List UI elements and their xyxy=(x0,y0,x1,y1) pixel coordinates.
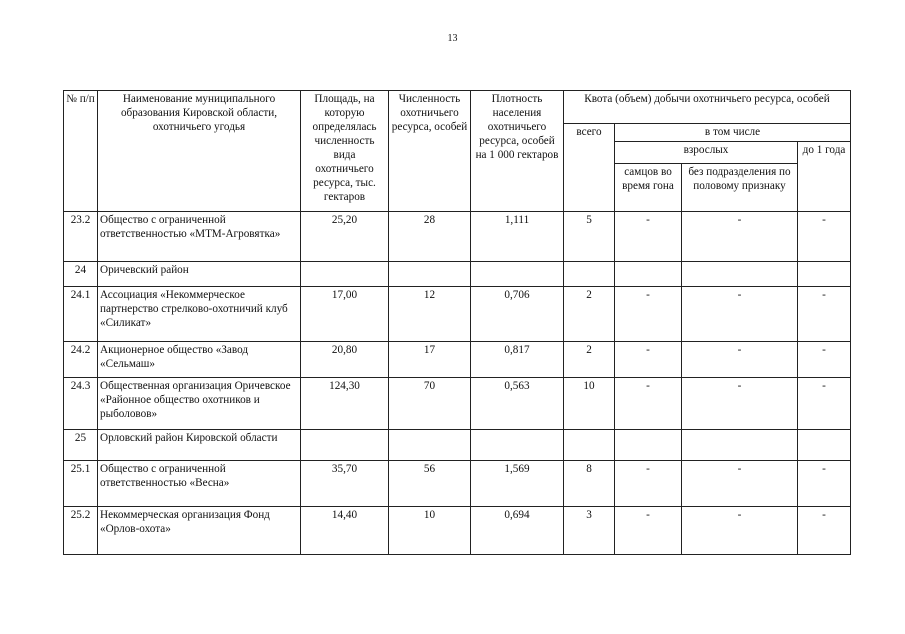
table-row xyxy=(64,262,851,287)
row-males xyxy=(615,262,682,287)
table-header xyxy=(64,91,851,212)
row-area: 20,80 xyxy=(301,342,389,378)
row-nosex: - xyxy=(682,461,798,507)
row-num: 24.2 xyxy=(64,342,98,378)
row-name: Орловский район Кировской области xyxy=(98,430,301,461)
row-count: 70 xyxy=(389,378,471,430)
header-including: в том числе xyxy=(615,124,851,142)
row-total: 2 xyxy=(564,287,615,342)
row-area: 35,70 xyxy=(301,461,389,507)
row-name: Ассоциация «Некоммерческое партнерство стрелково-охотничий клуб «Силикат» xyxy=(98,287,301,342)
table-row xyxy=(64,342,851,378)
row-total: 2 xyxy=(564,342,615,378)
row-young: - xyxy=(798,378,851,430)
table-row xyxy=(64,461,851,507)
row-name: Общественная организация Оричевское «Районное общество охотников и рыболовов» xyxy=(98,378,301,430)
row-area: 14,40 xyxy=(301,507,389,555)
row-nosex: - xyxy=(682,287,798,342)
row-count: 17 xyxy=(389,342,471,378)
row-nosex xyxy=(682,262,798,287)
row-total xyxy=(564,262,615,287)
row-males: - xyxy=(615,507,682,555)
row-density: 0,563 xyxy=(471,378,564,430)
row-young: - xyxy=(798,287,851,342)
header-under-one: до 1 года xyxy=(798,142,851,212)
row-count: 10 xyxy=(389,507,471,555)
row-count: 12 xyxy=(389,287,471,342)
table-row xyxy=(64,212,851,262)
row-total xyxy=(564,430,615,461)
row-nosex: - xyxy=(682,378,798,430)
row-density xyxy=(471,430,564,461)
table-row xyxy=(64,378,851,430)
row-total: 5 xyxy=(564,212,615,262)
table-row xyxy=(64,287,851,342)
row-nosex: - xyxy=(682,507,798,555)
header-count: Численность охотничьего ресурса, особей xyxy=(389,91,471,212)
quota-table xyxy=(63,90,851,555)
row-density: 1,569 xyxy=(471,461,564,507)
row-density: 0,694 xyxy=(471,507,564,555)
row-num: 24 xyxy=(64,262,98,287)
row-males: - xyxy=(615,287,682,342)
row-density: 0,706 xyxy=(471,287,564,342)
table-row xyxy=(64,430,851,461)
header-adults: взрослых xyxy=(615,142,798,164)
page-number: 13 xyxy=(447,33,458,44)
row-name: Общество с ограниченной ответственностью «Весна» xyxy=(98,461,301,507)
header-no-sex: без подразделения по половому признаку xyxy=(682,164,798,212)
row-density: 1,111 xyxy=(471,212,564,262)
row-young xyxy=(798,430,851,461)
row-name: Акционерное общество «Завод «Сельмаш» xyxy=(98,342,301,378)
header-quota: Квота (объем) добычи охотничьего ресурса, особей xyxy=(564,91,851,124)
row-count xyxy=(389,262,471,287)
row-young: - xyxy=(798,507,851,555)
row-density: 0,817 xyxy=(471,342,564,378)
row-area xyxy=(301,430,389,461)
row-males: - xyxy=(615,378,682,430)
row-num: 24.3 xyxy=(64,378,98,430)
row-total: 10 xyxy=(564,378,615,430)
header-density: Плотность населения охотничьего ресурса, особей на 1 000 гектаров xyxy=(471,91,564,212)
row-num: 24.1 xyxy=(64,287,98,342)
row-young xyxy=(798,262,851,287)
row-young: - xyxy=(798,212,851,262)
row-area: 17,00 xyxy=(301,287,389,342)
row-name: Некоммерческая организация Фонд «Орлов-охота» xyxy=(98,507,301,555)
row-area: 124,30 xyxy=(301,378,389,430)
row-num: 23.2 xyxy=(64,212,98,262)
row-name: Оричевский район xyxy=(98,262,301,287)
table-row xyxy=(64,507,851,555)
row-num: 25 xyxy=(64,430,98,461)
row-num: 25.2 xyxy=(64,507,98,555)
header-name: Наименование муниципального образования Кировской области, охотничьего угодья xyxy=(98,91,301,212)
row-nosex xyxy=(682,430,798,461)
row-males: - xyxy=(615,212,682,262)
row-density xyxy=(471,262,564,287)
row-num: 25.1 xyxy=(64,461,98,507)
header-num: № п/п xyxy=(64,91,98,212)
row-nosex: - xyxy=(682,342,798,378)
row-males: - xyxy=(615,461,682,507)
header-males-rut: самцов во время гона xyxy=(615,164,682,212)
row-young: - xyxy=(798,461,851,507)
header-area: Площадь, на которую определялась численность вида охотничьего ресурса, тыс. гектаров xyxy=(301,91,389,212)
row-area xyxy=(301,262,389,287)
row-count: 56 xyxy=(389,461,471,507)
row-count xyxy=(389,430,471,461)
header-total: всего xyxy=(564,124,615,212)
row-area: 25,20 xyxy=(301,212,389,262)
row-young: - xyxy=(798,342,851,378)
row-males: - xyxy=(615,342,682,378)
row-name: Общество с ограниченной ответственностью «МТМ-Агровятка» xyxy=(98,212,301,262)
row-total: 8 xyxy=(564,461,615,507)
row-males xyxy=(615,430,682,461)
row-count: 28 xyxy=(389,212,471,262)
row-total: 3 xyxy=(564,507,615,555)
row-nosex: - xyxy=(682,212,798,262)
